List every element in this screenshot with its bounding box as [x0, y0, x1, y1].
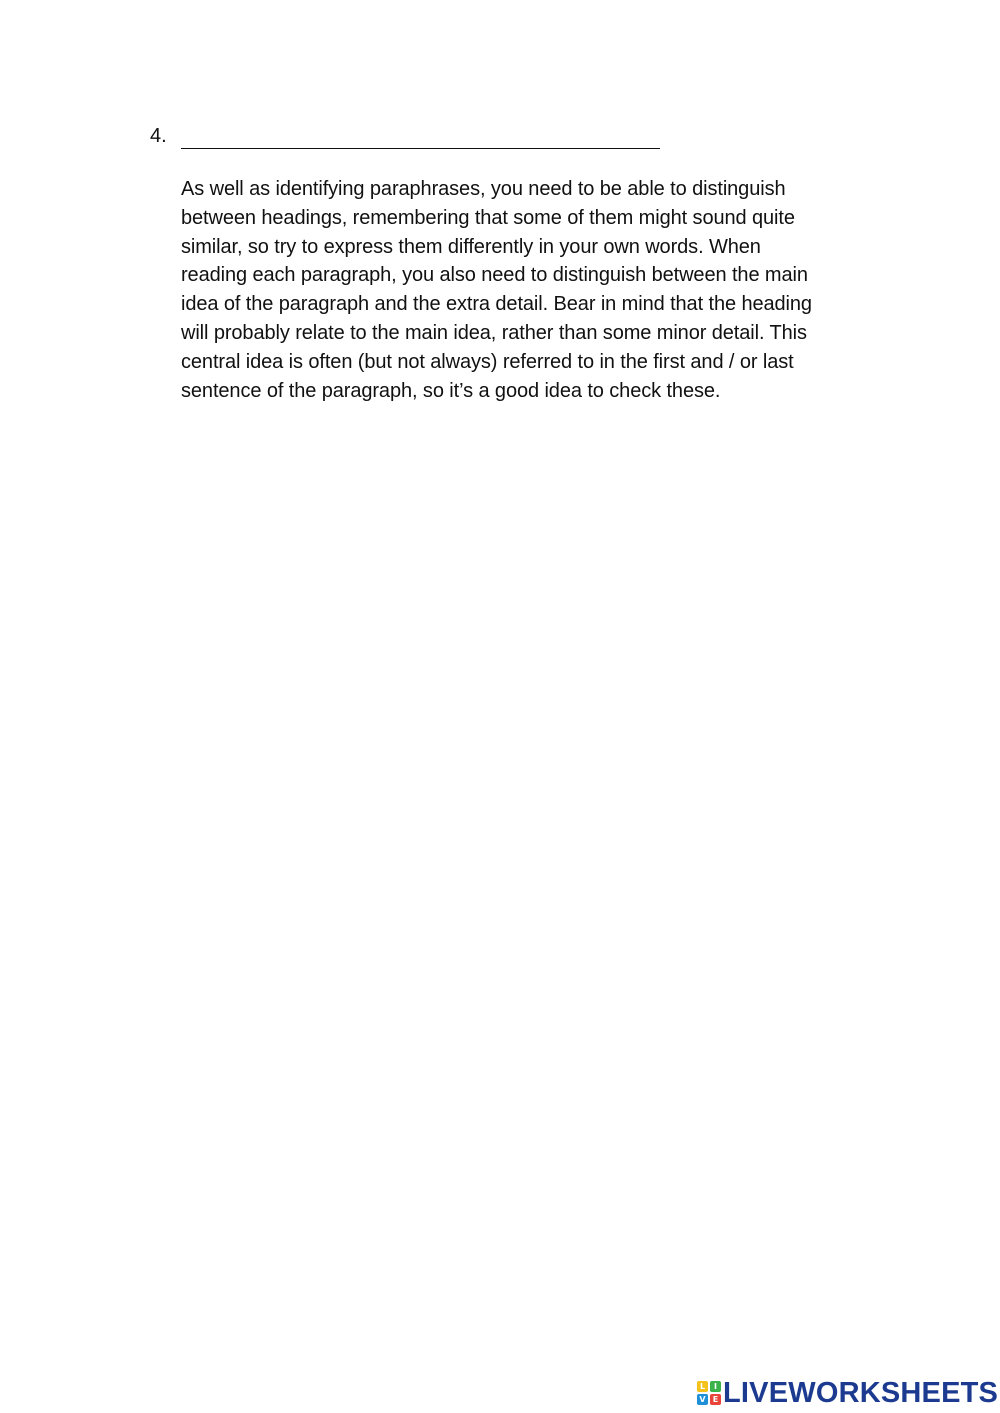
question-number: 4.	[150, 125, 167, 147]
logo-tile-e: E	[710, 1394, 721, 1405]
paragraph-line: sentence of the paragraph, so it’s a good idea to check these.	[181, 379, 721, 402]
paragraph-line: central idea is often (but not always) referred to in the first and / or last	[181, 350, 794, 373]
liveworksheets-logo-icon	[697, 1381, 721, 1405]
logo-tile-v: V	[697, 1394, 708, 1405]
logo-wordmark: LIVEWORKSHEETS	[723, 1377, 999, 1409]
paragraph-line: idea of the paragraph and the extra detail. Bear in mind that the heading	[181, 293, 812, 316]
paragraph-line: will probably relate to the main idea, rather than some minor detail. This	[181, 321, 807, 344]
paragraph-line: As well as identifying paraphrases, you need to be able to distinguish	[181, 178, 786, 200]
paragraph-line: reading each paragraph, you also need to distinguish between the main	[181, 264, 808, 287]
instruction-paragraph	[181, 175, 901, 405]
logo-tile-i: I	[710, 1381, 721, 1392]
answer-blank-line[interactable]	[181, 148, 660, 149]
paragraph-line: similar, so try to express them differently in your own words. When	[181, 235, 761, 258]
question-row	[150, 122, 670, 152]
liveworksheets-logo	[697, 1378, 998, 1408]
logo-tile-l: L	[697, 1381, 708, 1392]
paragraph-line: between headings, remembering that some of them might sound quite	[181, 206, 795, 229]
